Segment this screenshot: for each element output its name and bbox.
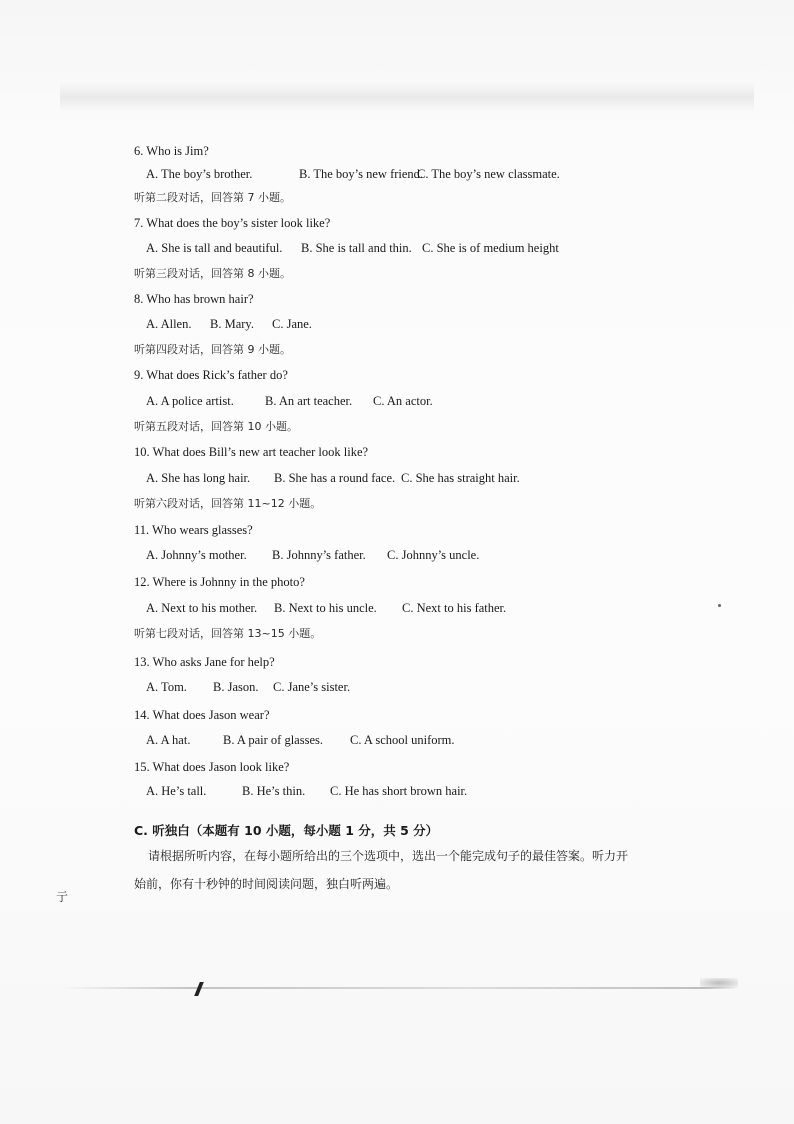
instruction-q10: 听第五段对话，回答第 10 小题。	[134, 420, 298, 433]
option-c: C. He has short brown hair.	[330, 784, 468, 798]
option-b: B. He’s thin.	[242, 784, 306, 798]
option-b: B. An art teacher.	[265, 394, 353, 408]
margin-mark: 亍	[56, 890, 69, 904]
option-c: C. An actor.	[373, 394, 433, 408]
scan-smudge	[700, 978, 738, 988]
option-b: B. She is tall and thin.	[301, 241, 412, 255]
question-10-stem: 10. What does Bill’s new art teacher look like?	[134, 445, 369, 459]
option-a: A. The boy’s brother.	[146, 167, 253, 181]
instruction-q11-12: 听第六段对话，回答第 11~12 小题。	[134, 497, 322, 510]
bottom-scan-line	[58, 987, 738, 989]
option-c: C. Johnny’s uncle.	[387, 548, 480, 562]
option-a: A. Allen.	[146, 317, 192, 331]
question-9-stem: 9. What does Rick’s father do?	[134, 368, 288, 382]
option-c: C. She has straight hair.	[401, 471, 520, 485]
question-15-stem: 15. What does Jason look like?	[134, 760, 290, 774]
section-c-title: C. 听独白（本题有 10 小题，每小题 1 分，共 5 分）	[134, 823, 439, 838]
option-c: C. A school uniform.	[350, 733, 455, 747]
option-b: B. A pair of glasses.	[223, 733, 323, 747]
option-a: A. Tom.	[146, 680, 187, 694]
option-b: B. The boy’s new friend.	[299, 167, 424, 181]
question-7-stem: 7. What does the boy’s sister look like?	[134, 216, 331, 230]
question-11-stem: 11. Who wears glasses?	[134, 523, 253, 537]
question-12-stem: 12. Where is Johnny in the photo?	[134, 575, 305, 589]
option-b: B. Mary.	[210, 317, 254, 331]
option-a: A. He’s tall.	[146, 784, 207, 798]
question-6-stem: 6. Who is Jim?	[134, 144, 209, 158]
option-a: A. Next to his mother.	[146, 601, 258, 615]
option-c: C. Next to his father.	[402, 601, 507, 615]
instruction-q7: 听第二段对话，回答第 7 小题。	[134, 191, 291, 204]
option-b: B. Next to his uncle.	[274, 601, 377, 615]
option-c: C. She is of medium height	[422, 241, 559, 255]
instruction-q13-15: 听第七段对话，回答第 13~15 小题。	[134, 627, 322, 640]
option-c: C. Jane’s sister.	[273, 680, 351, 694]
option-b: B. Jason.	[213, 680, 259, 694]
question-8-stem: 8. Who has brown hair?	[134, 292, 254, 306]
option-a: A. Johnny’s mother.	[146, 548, 247, 562]
question-13-stem: 13. Who asks Jane for help?	[134, 655, 275, 669]
option-c: C. The boy’s new classmate.	[417, 167, 560, 181]
instruction-q9: 听第四段对话，回答第 9 小题。	[134, 343, 291, 356]
question-14-stem: 14. What does Jason wear?	[134, 708, 270, 722]
option-a: A. A hat.	[146, 733, 191, 747]
section-c-paragraph-line-2: 始前，你有十秒钟的时间阅读问题，独白听两遍。	[134, 877, 399, 891]
option-a: A. A police artist.	[146, 394, 234, 408]
instruction-q8: 听第三段对话，回答第 8 小题。	[134, 267, 291, 280]
section-c-paragraph-line-1: 请根据所听内容，在每小题所给出的三个选项中，选出一个能完成句子的最佳答案。听力开	[148, 849, 629, 863]
option-b: B. She has a round face.	[274, 471, 396, 485]
scan-dot	[718, 604, 721, 607]
option-a: A. She has long hair.	[146, 471, 251, 485]
option-c: C. Jane.	[272, 317, 312, 331]
option-b: B. Johnny’s father.	[272, 548, 366, 562]
option-a: A. She is tall and beautiful.	[146, 241, 283, 255]
